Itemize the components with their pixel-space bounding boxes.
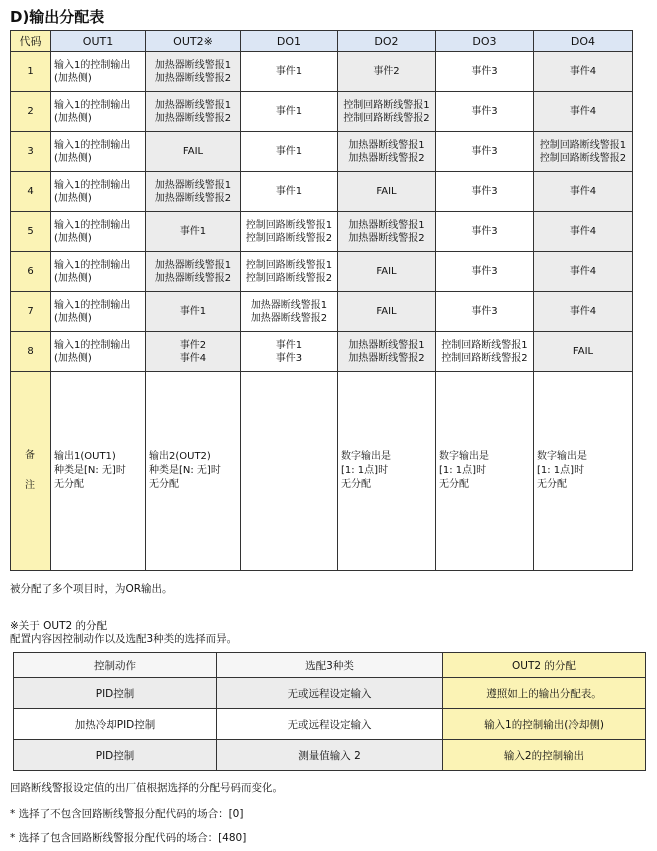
footer-line: * 选择了不包含回路断线警报分配代码的场合：[0] (10, 808, 244, 820)
note-cell (146, 372, 241, 571)
table-row (14, 740, 646, 771)
cell-text: 加热器断线警报2 (348, 352, 425, 364)
cell-text: 控制回路断线警报2 (441, 352, 528, 364)
cell-text: 事件3 (471, 266, 498, 277)
table-cell (436, 132, 534, 172)
table-cell (241, 92, 338, 132)
table-cell (51, 292, 146, 332)
table-cell (241, 252, 338, 292)
cell-text: 加热器断线警报1 (250, 299, 328, 311)
cell-text: 事件3 (471, 66, 498, 77)
table-cell (51, 252, 146, 292)
footer-line: * 选择了包含回路断线警报分配代码的场合：[480] (10, 832, 247, 844)
cell-text: 事件4 (569, 226, 597, 237)
table-cell (241, 332, 338, 372)
cell-text: (加热侧) (54, 232, 92, 244)
table-cell (534, 292, 633, 332)
cell-text: 事件1 (275, 339, 303, 351)
header-out1: OUT1 (51, 31, 146, 52)
table-cell (146, 292, 241, 332)
table-row (11, 212, 633, 252)
cell-text: 事件3 (275, 352, 303, 364)
cell-text: 控制回路断线警报1 (343, 99, 430, 111)
cell-text: 加热器断线警报2 (154, 112, 232, 124)
table-cell (436, 292, 534, 332)
cell-text: 事件1 (275, 186, 303, 197)
cell-text: (加热侧) (54, 272, 92, 284)
cell-text: 加热器断线警报2 (348, 232, 425, 244)
table-row (11, 292, 633, 332)
cell-text: 事件4 (569, 66, 597, 77)
table-cell (436, 252, 534, 292)
note-text: 数字输出是 (537, 451, 587, 462)
table-cell (534, 92, 633, 132)
cell-text: 输入1的控制输出 (54, 339, 131, 351)
note-text: 无分配 (341, 479, 371, 490)
cell-text: 加热器断线警报2 (154, 72, 232, 84)
cell-text: 事件4 (569, 106, 597, 117)
notes-label (11, 372, 51, 571)
cell-text: 输入1的控制输出 (54, 179, 131, 191)
table-cell (338, 132, 436, 172)
cell-text: FAIL (376, 266, 397, 277)
cell-text: 输入1的控制输出 (54, 59, 131, 71)
row-code: 1 (11, 52, 51, 92)
table-cell (146, 52, 241, 92)
cell-text: 事件2 (373, 66, 400, 77)
note-text: 无分配 (439, 479, 469, 490)
cell-text: 控制回路断线警报1 (245, 259, 333, 271)
page-title: D)输出分配表 (10, 8, 105, 26)
table-row (11, 92, 633, 132)
cell-text: 输入1的控制输出 (54, 219, 131, 231)
table-header-row (11, 31, 633, 52)
cell-text: 事件1 (275, 106, 303, 117)
table-cell (51, 332, 146, 372)
table-cell: 遵照如上的输出分配表。 (443, 678, 646, 709)
cell-text: (加热侧) (54, 352, 92, 364)
row-code: 6 (11, 252, 51, 292)
out2-note-heading: ※关于 OUT2 的分配 (10, 620, 108, 632)
cell-text: 加热器断线警报1 (154, 179, 232, 191)
table-cell (146, 132, 241, 172)
header-do1: DO1 (241, 31, 338, 52)
header-control-action: 控制动作 (14, 653, 217, 678)
table-cell (146, 252, 241, 292)
row-code: 5 (11, 212, 51, 252)
row-code: 3 (11, 132, 51, 172)
cell-text: 加热器断线警报2 (154, 192, 232, 204)
table-header-row (14, 653, 646, 678)
cell-text: 加热器断线警报2 (154, 272, 232, 284)
notes-label-char: 注 (25, 480, 35, 491)
table-cell (51, 132, 146, 172)
table-cell (534, 212, 633, 252)
table-row (11, 252, 633, 292)
cell-text: (加热侧) (54, 312, 92, 324)
notes-label-char: 备 (25, 450, 35, 461)
table-cell (51, 212, 146, 252)
table-cell (338, 252, 436, 292)
notes-row (11, 372, 633, 571)
cell-text: FAIL (376, 306, 397, 317)
row-code: 2 (11, 92, 51, 132)
note-text: 无分配 (149, 479, 179, 490)
cell-text: 输入1的控制输出 (54, 259, 131, 271)
table-cell (338, 92, 436, 132)
table-cell (436, 172, 534, 212)
cell-text: 控制回路断线警报1 (245, 219, 333, 231)
table-cell: 无或远程设定输入 (217, 709, 443, 740)
cell-text: 事件4 (569, 186, 597, 197)
table-cell (241, 212, 338, 252)
table-row (11, 132, 633, 172)
cell-text: 事件4 (569, 306, 597, 317)
note-text: 数字输出是 (341, 451, 391, 462)
table-row (11, 332, 633, 372)
cell-text: 事件3 (471, 186, 498, 197)
cell-text: (加热侧) (54, 112, 92, 124)
cell-text: 事件3 (471, 106, 498, 117)
header-do4: DO4 (534, 31, 633, 52)
table-cell (338, 52, 436, 92)
table-cell (146, 332, 241, 372)
table-cell (146, 172, 241, 212)
note-cell (436, 372, 534, 571)
cell-text: 控制回路断线警报1 (539, 139, 627, 151)
cell-text: 事件4 (179, 352, 207, 364)
cell-text: 事件1 (179, 306, 207, 317)
table-cell (241, 172, 338, 212)
table-cell (534, 332, 633, 372)
out2-assignment-table (13, 652, 646, 771)
cell-text: 输入1的控制输出 (54, 299, 131, 311)
table-row (14, 678, 646, 709)
header-option3-type: 选配3种类 (217, 653, 443, 678)
note-text: 数字输出是 (439, 451, 489, 462)
table-cell: PID控制 (14, 678, 217, 709)
cell-text: 事件2 (179, 339, 207, 351)
cell-text: (加热侧) (54, 192, 92, 204)
table-cell (241, 132, 338, 172)
table-cell: 输入2的控制输出 (443, 740, 646, 771)
cell-text: 事件3 (471, 146, 498, 157)
table-cell (436, 52, 534, 92)
note-text: [1: 1点]时 (341, 465, 389, 476)
table-cell (534, 172, 633, 212)
cell-text: (加热侧) (54, 72, 92, 84)
note-text: [1: 1点]时 (537, 465, 585, 476)
cell-text: FAIL (572, 346, 594, 357)
row-code: 7 (11, 292, 51, 332)
cell-text: 事件3 (471, 226, 498, 237)
note-text: [1: 1点]时 (439, 465, 487, 476)
cell-text: 事件1 (179, 226, 207, 237)
table-cell (436, 332, 534, 372)
table-cell (338, 292, 436, 332)
cell-text: 控制回路断线警报2 (245, 272, 333, 284)
table-cell (338, 332, 436, 372)
table-cell (51, 92, 146, 132)
cell-text: 加热器断线警报1 (348, 219, 425, 231)
table-cell (436, 92, 534, 132)
table-row (11, 52, 633, 92)
note-text: 输出2(OUT2) (149, 451, 211, 462)
table-cell (338, 212, 436, 252)
cell-text: 加热器断线警报1 (154, 259, 232, 271)
note-text: 种类是[N: 无]时 (149, 465, 221, 476)
note-text: 无分配 (537, 479, 567, 490)
table-cell: 加热冷却PID控制 (14, 709, 217, 740)
table-cell: PID控制 (14, 740, 217, 771)
table-cell (241, 52, 338, 92)
header-do2: DO2 (338, 31, 436, 52)
note-cell (338, 372, 436, 571)
note-text: 种类是[N: 无]时 (54, 465, 126, 476)
cell-text: 加热器断线警报1 (154, 99, 232, 111)
note-cell (241, 372, 338, 571)
cell-text: 事件3 (471, 306, 498, 317)
cell-text: 控制回路断线警报2 (539, 152, 627, 164)
cell-text: 加热器断线警报2 (348, 152, 425, 164)
row-code: 8 (11, 332, 51, 372)
cell-text: 加热器断线警报2 (250, 312, 328, 324)
header-code: 代码 (11, 31, 51, 52)
cell-text: 事件4 (569, 266, 597, 277)
note-text: 无分配 (54, 479, 84, 490)
note-text: 输出1(OUT1) (54, 451, 116, 462)
cell-text: FAIL (182, 146, 204, 157)
table-cell: 测量值输入 2 (217, 740, 443, 771)
table-cell (436, 212, 534, 252)
cell-text: 输入1的控制输出 (54, 139, 131, 151)
cell-text: 事件1 (275, 146, 303, 157)
table-cell (338, 172, 436, 212)
table-cell (51, 52, 146, 92)
table-cell (241, 292, 338, 332)
table-row (14, 709, 646, 740)
out2-note-subheading: 配置内容因控制动作以及选配3种类的选择而异。 (10, 633, 238, 645)
header-do3: DO3 (436, 31, 534, 52)
table-row (11, 172, 633, 212)
out2-note (10, 620, 237, 646)
table-cell (146, 212, 241, 252)
note-cell (51, 372, 146, 571)
table-cell (146, 92, 241, 132)
cell-text: (加热侧) (54, 152, 92, 164)
header-out2: OUT2※ (146, 31, 241, 52)
cell-text: 加热器断线警报1 (154, 59, 232, 71)
table-cell: 输入1的控制输出(冷却侧) (443, 709, 646, 740)
table-cell (534, 252, 633, 292)
cell-text: FAIL (376, 186, 397, 197)
footer-line: 回路断线警报设定值的出厂值根据选择的分配号码而变化。 (10, 782, 283, 794)
table-cell (534, 132, 633, 172)
table-cell (51, 172, 146, 212)
or-output-note: 被分配了多个项目时，为OR输出。 (10, 583, 173, 595)
cell-text: 控制回路断线警报2 (343, 112, 430, 124)
cell-text: 事件1 (275, 66, 303, 77)
output-assignment-table (10, 30, 633, 571)
table-cell: 无或远程设定输入 (217, 678, 443, 709)
header-out2-assignment: OUT2 的分配 (443, 653, 646, 678)
table-cell (534, 52, 633, 92)
cell-text: 控制回路断线警报2 (245, 232, 333, 244)
cell-text: 控制回路断线警报1 (441, 339, 528, 351)
row-code: 4 (11, 172, 51, 212)
cell-text: 加热器断线警报1 (348, 139, 425, 151)
note-cell (534, 372, 633, 571)
cell-text: 输入1的控制输出 (54, 99, 131, 111)
cell-text: 加热器断线警报1 (348, 339, 425, 351)
